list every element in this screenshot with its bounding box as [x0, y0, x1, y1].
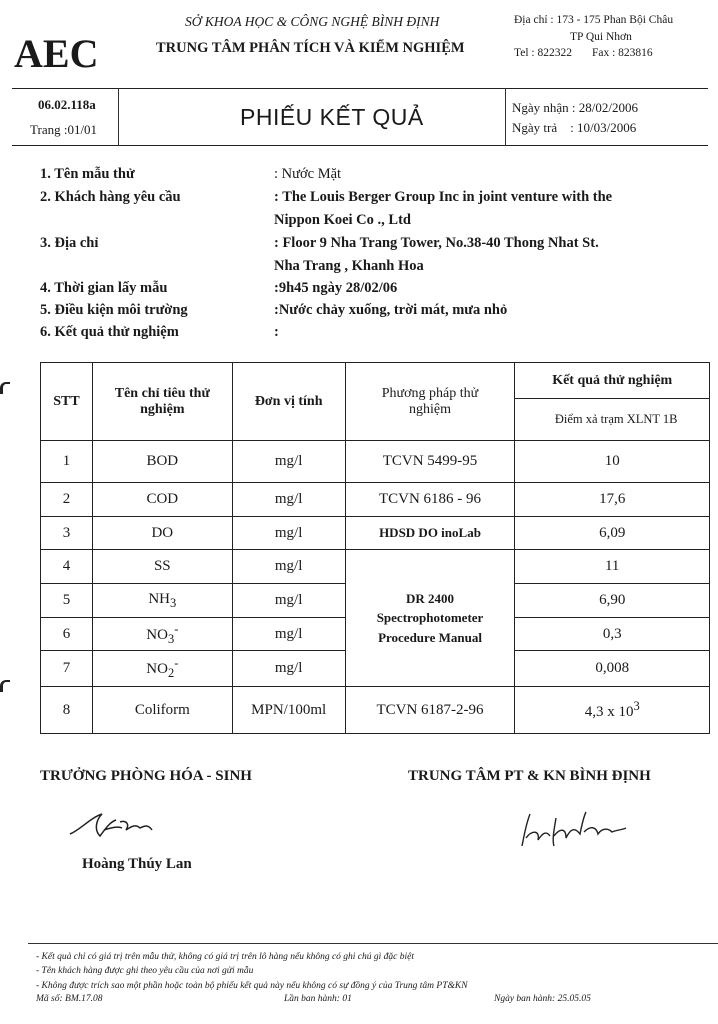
- org-fax: Fax : 823816: [591, 47, 653, 60]
- org-parent-name: SỞ KHOA HỌC & CÔNG NGHỆ BÌNH ĐỊNH: [185, 14, 440, 29]
- cell-method: TCVN 5499-95: [345, 441, 515, 483]
- info-value: : The Louis Berger Group Inc in joint venture with the: [274, 189, 613, 205]
- col-subheader-location: Điểm xả trạm XLNT 1B: [515, 399, 710, 441]
- cell-result: 0,3: [515, 618, 710, 651]
- table-row: [41, 483, 710, 517]
- info-value: : Nước Mặt: [274, 166, 342, 182]
- cell-param: DO: [92, 517, 232, 550]
- footer-divider: [28, 943, 718, 944]
- cell-unit: mg/l: [232, 483, 345, 517]
- info-value: :9h45 ngày 28/02/06: [274, 280, 398, 296]
- info-value: Nippon Koei Co ., Ltd: [274, 212, 411, 228]
- footer-note: - Không được trích sao một phần hoặc toàn bộ phiếu kết quả này nếu không có sự đồng ý của Trung tâm PT&KN: [36, 980, 468, 991]
- table-row: [41, 517, 710, 550]
- cell-param: COD: [92, 483, 232, 517]
- header-divider: [505, 88, 506, 146]
- table-row: [41, 550, 710, 584]
- handwritten-signature-right: [508, 800, 658, 860]
- table-row: [41, 441, 710, 483]
- issue-date: Ngày ban hành: 25.05.05: [494, 994, 591, 1004]
- signature-title-right: TRUNG TÂM PT & KN BÌNH ĐỊNH: [408, 768, 651, 784]
- method-line: Procedure Manual: [378, 629, 482, 645]
- col-header-unit: Đơn vị tính: [232, 363, 345, 441]
- issue-number: Lần ban hành: 01: [284, 994, 352, 1004]
- cell-param: Coliform: [92, 687, 232, 734]
- param-superscript: -: [174, 656, 179, 670]
- org-name: TRUNG TÂM PHÂN TÍCH VÀ KIỂM NGHIỆM: [156, 40, 465, 56]
- param-superscript: -: [174, 621, 179, 636]
- form-code: Mã số: BM.17.08: [36, 994, 103, 1004]
- info-label: 2. Khách hàng yêu cầu: [40, 189, 181, 205]
- binding-hole-mark: [0, 680, 10, 692]
- info-value: : Floor 9 Nha Trang Tower, No.38-40 Thong Nhat St.: [274, 235, 599, 251]
- param-text: NO: [146, 661, 168, 677]
- cell-param: [92, 618, 232, 651]
- page-number: Trang :01/01: [30, 122, 98, 137]
- info-label: 5. Điều kiện môi trường: [40, 302, 188, 318]
- cell-stt: 4: [41, 550, 93, 584]
- cell-method: TCVN 6187-2-96: [345, 687, 515, 734]
- org-contact: [514, 12, 673, 62]
- info-label: 6. Kết quả thử nghiệm: [40, 324, 179, 340]
- col-header-result: Kết quả thử nghiệm: [515, 363, 710, 399]
- cell-method: HDSD DO inoLab: [345, 517, 515, 550]
- info-label: 1. Tên mẫu thử: [40, 166, 135, 182]
- cell-stt: 3: [41, 517, 93, 550]
- binding-hole-mark: [0, 382, 10, 394]
- org-address: Địa chỉ : 173 - 175 Phan Bội Châu: [514, 14, 674, 26]
- param-text: NH: [148, 590, 171, 607]
- date-received: Ngày nhận : 28/02/2006: [512, 100, 639, 115]
- cell-unit: mg/l: [232, 441, 345, 483]
- cell-unit: mg/l: [232, 550, 345, 584]
- cell-result: 6,90: [515, 584, 710, 618]
- cell-unit: mg/l: [232, 517, 345, 550]
- date-returned: Ngày trả : 10/03/2006: [512, 119, 637, 135]
- result-exponent: 3: [633, 699, 640, 713]
- cell-stt: 2: [41, 483, 93, 517]
- cell-stt: 7: [41, 651, 93, 687]
- info-label: 3. Địa chỉ: [40, 235, 99, 251]
- report-code: 06.02.118a: [38, 97, 96, 112]
- info-value: :: [274, 324, 279, 340]
- results-table: [40, 362, 710, 734]
- report-dates: [512, 98, 638, 137]
- footer-note: - Kết quả chỉ có giá trị trên mẫu thử, không có giá trị trên lô hàng nếu không có ghi chú gì đặc biệt: [36, 952, 415, 962]
- cell-result: 17,6: [515, 483, 710, 517]
- cell-param: SS: [92, 550, 232, 584]
- signer-name: Hoàng Thúy Lan: [82, 856, 192, 872]
- handwritten-signature-left: [60, 800, 170, 850]
- col-header-stt: STT: [41, 363, 93, 441]
- cell-param: BOD: [92, 441, 232, 483]
- param-subscript: 2: [167, 666, 175, 680]
- cell-stt: 8: [41, 687, 93, 734]
- header-divider: [118, 88, 119, 146]
- cell-param: [92, 651, 232, 687]
- cell-stt: 5: [41, 584, 93, 618]
- cell-result: 10: [515, 441, 710, 483]
- cell-stt: 6: [41, 618, 93, 651]
- cell-method: TCVN 6186 - 96: [345, 483, 515, 517]
- param-subscript: 3: [170, 595, 177, 610]
- cell-unit: mg/l: [232, 584, 345, 618]
- info-label: 4. Thời gian lấy mẫu: [40, 280, 168, 296]
- org-tel: Tel : 822322: [514, 47, 572, 60]
- param-text: NO: [146, 626, 168, 643]
- col-header-method: Phương pháp thử nghiệm: [345, 363, 515, 441]
- cell-result: 0,008: [515, 651, 710, 687]
- footer-note: - Tên khách hàng được ghi theo yêu cầu của nơi gửi mẫu: [36, 966, 254, 977]
- param-subscript: 3: [167, 631, 175, 646]
- method-line: DR 2400: [405, 590, 455, 606]
- cell-unit: mg/l: [232, 651, 345, 687]
- col-header-param: Tên chỉ tiêu thử nghiệm: [92, 363, 232, 441]
- info-value: Nha Trang , Khanh Hoa: [274, 258, 424, 274]
- cell-unit: mg/l: [232, 618, 345, 651]
- cell-method-merged: [345, 550, 515, 687]
- method-line: Spectrophotometer: [376, 610, 484, 626]
- info-value: :Nước chảy xuống, trời mát, mưa nhỏ: [274, 302, 508, 318]
- table-header-row: [41, 363, 710, 399]
- cell-result: 6,09: [515, 517, 710, 550]
- cell-stt: 1: [41, 441, 93, 483]
- signature-title-left: TRƯỞNG PHÒNG HÓA - SINH: [40, 768, 252, 784]
- page-title: PHIẾU KẾT QUẢ: [240, 104, 424, 130]
- cell-result: 11: [515, 550, 710, 584]
- org-phone-fax: [514, 45, 673, 62]
- footer-notes: [36, 950, 468, 993]
- cell-unit: MPN/100ml: [232, 687, 345, 734]
- result-text: 4,3 x 10: [584, 704, 634, 720]
- table-row: [41, 687, 710, 734]
- org-city: TP Qui Nhơn: [570, 30, 632, 43]
- org-logo: AEC: [14, 31, 99, 76]
- cell-param: [92, 584, 232, 618]
- cell-result: [515, 687, 710, 734]
